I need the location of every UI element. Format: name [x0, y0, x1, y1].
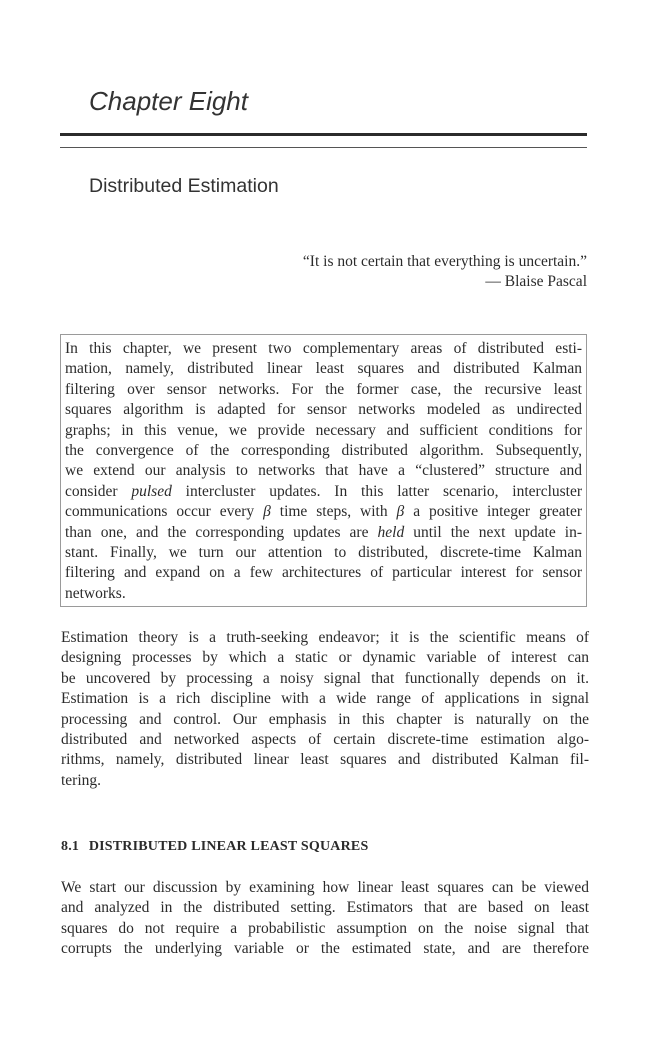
paragraph-line: and analyzed in the distributed setting. Estimators that are based on least — [61, 899, 589, 917]
paragraph-line: processing and control. Our emphasis in this chapter is naturally on the — [61, 710, 589, 728]
paragraph-line: distributed and networked aspects of certain discrete-time estimation algo- — [61, 731, 589, 749]
paragraph-line: be uncovered by processing a noisy signal that functionally depends on it. — [61, 669, 589, 687]
chapter-title: Distributed Estimation — [89, 175, 279, 197]
abstract-line: mation, namely, distributed linear least squares and distributed Kalman — [65, 360, 582, 378]
epigraph — [303, 252, 587, 292]
section-number: 8.1 — [61, 839, 80, 854]
abstract-line: filtering over sensor networks. For the former case, the recursive least — [65, 380, 582, 398]
abstract-line: filtering and expand on a few architectures of particular interest for sensor — [65, 564, 582, 582]
beta-symbol: β — [263, 503, 271, 521]
paragraph-line: Estimation is a rich discipline with a wide range of applications in signal — [61, 690, 589, 708]
abstract-text: intercluster updates. In this latter scenario, intercluster — [185, 482, 583, 500]
paragraph-line: Estimation theory is a truth-seeking endeavor; it is the scientific means of — [61, 629, 589, 646]
abstract-line: In this chapter, we present two complementary areas of distributed esti- — [65, 340, 582, 357]
beta-symbol: β — [396, 503, 405, 521]
abstract-line — [65, 482, 582, 502]
abstract-line: graphs; in this venue, we provide necessary and sufficient conditions for — [65, 421, 582, 439]
abstract-text: consider — [65, 482, 118, 500]
epigraph-attribution: — Blaise Pascal — [485, 273, 587, 290]
section-title: DISTRIBUTED LINEAR LEAST SQUARES — [88, 839, 369, 854]
paragraph-line: corrupts the underlying variable or the estimated state, and are therefore — [61, 940, 589, 958]
emphasis-held: held — [377, 523, 405, 541]
intro-paragraph — [61, 628, 589, 791]
abstract-text: a positive integer greater — [413, 503, 583, 521]
chapter-label: Chapter Eight — [89, 86, 248, 116]
section-heading — [61, 839, 368, 855]
abstract-text: time steps, with — [279, 503, 388, 521]
abstract-line — [65, 523, 582, 543]
abstract-line: we extend our analysis to networks that have a “clustered” structure and — [65, 462, 582, 480]
chapter-rule-thin — [60, 147, 587, 148]
abstract-text: communications occur every — [65, 503, 255, 521]
abstract-line — [65, 502, 582, 522]
abstract-text: than one, and the corresponding updates are — [65, 523, 369, 541]
chapter-rule-thick — [60, 133, 587, 136]
paragraph-line: tering. — [61, 771, 102, 789]
paragraph-line: rithms, namely, distributed linear least squares and distributed Kalman fil- — [61, 751, 589, 769]
abstract-line: networks. — [65, 584, 126, 602]
abstract-line: stant. Finally, we turn our attention to distributed, discrete-time Kalman — [65, 544, 582, 562]
paragraph-line: designing processes by which a static or dynamic variable of interest can — [61, 649, 589, 667]
epigraph-quote: “It is not certain that everything is uncertain.” — [302, 253, 587, 270]
paragraph-line: We start our discussion by examining how linear least squares can be viewed — [61, 879, 589, 896]
chapter-abstract-box — [60, 334, 587, 607]
abstract-line: squares algorithm is adapted for sensor networks modeled as undirected — [65, 401, 582, 419]
emphasis-pulsed: pulsed — [131, 482, 172, 500]
section-paragraph — [61, 878, 589, 960]
abstract-line: the convergence of the corresponding distributed algorithm. Subsequently, — [65, 442, 582, 460]
abstract-text: until the next update in- — [413, 523, 583, 541]
paragraph-line: squares do not require a probabilistic assumption on the noise signal that — [61, 919, 589, 937]
